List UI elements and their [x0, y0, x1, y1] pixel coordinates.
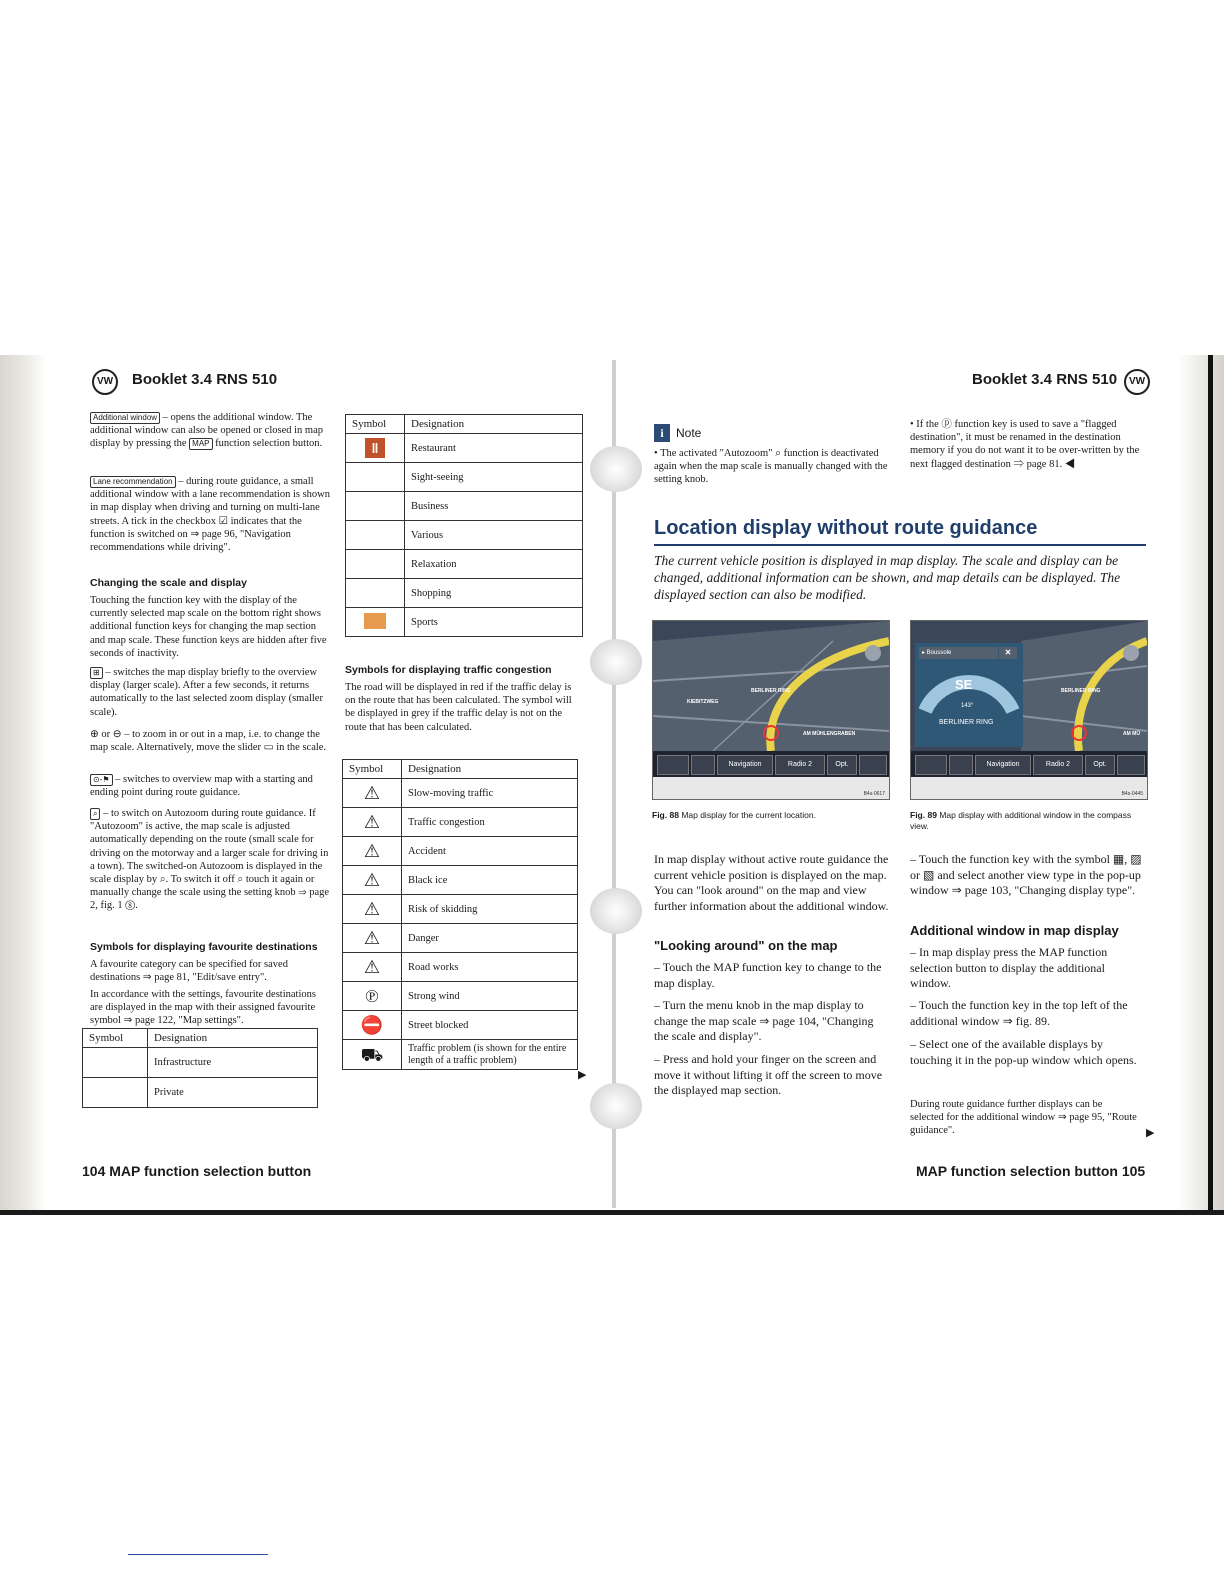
table-row	[343, 779, 578, 808]
step-look-1: – Touch the MAP function key to change to the map display.	[654, 960, 882, 990]
overview-key-icon: ⊞	[90, 667, 103, 679]
table-row	[83, 1078, 318, 1108]
table-favourites-small	[82, 1028, 318, 1108]
designation-cell: Restaurant	[405, 434, 583, 463]
paragraph-overview	[90, 773, 330, 799]
section-title: Location display without route guidance	[654, 517, 1038, 539]
designation-cell: Slow-moving traffic	[402, 779, 578, 808]
figure-88-map	[652, 620, 890, 800]
congestion-icon: ⚠	[343, 808, 402, 837]
designation-cell: Black ice	[402, 866, 578, 895]
menu-button[interactable]	[915, 755, 947, 775]
shopping-icon	[346, 579, 405, 608]
heading-looking-around: "Looking around" on the map	[654, 938, 838, 953]
header-designation: Designation	[148, 1029, 318, 1048]
compass-degrees: 143°	[961, 703, 974, 709]
infrastructure-icon	[83, 1048, 148, 1078]
table-row	[343, 924, 578, 953]
scale-button[interactable]	[1117, 755, 1145, 775]
heading-additional-window: Additional window in map display	[910, 923, 1119, 938]
step-touch: – Touch the function key with the symbol ▦, ▨ or ▧ and select another view type in the pop-up window ⇒ page 103, "Changing display type".	[910, 852, 1142, 897]
view-type-button[interactable]	[949, 755, 973, 775]
options-button[interactable]: Opt.	[1085, 755, 1115, 775]
designation-cell: Accident	[402, 837, 578, 866]
close-icon[interactable]: ✕	[999, 647, 1017, 659]
header-symbol: Symbol	[346, 415, 405, 434]
note-label: Note	[676, 426, 702, 440]
table-header-row	[346, 415, 583, 434]
map-key-icon: MAP	[189, 438, 212, 450]
scan-border-bottom	[0, 1210, 1224, 1215]
section-rule	[654, 544, 1146, 546]
view-type-button[interactable]	[691, 755, 715, 775]
heading-changing-scale: Changing the scale and display	[90, 577, 247, 589]
navigation-button[interactable]: Navigation	[975, 755, 1031, 775]
table-row	[346, 579, 583, 608]
page-footer-left: 104 MAP function selection button	[82, 1163, 312, 1179]
step-look-2: – Turn the menu knob in the map display to change the map scale ⇒ page 104, "Changing the scale and display".	[654, 998, 874, 1043]
caption-text: Map display with additional window in the compass view.	[910, 810, 1132, 831]
designation-cell: Shopping	[405, 579, 583, 608]
designation-cell: Strong wind	[402, 982, 578, 1011]
text: – to switch on Autozoom during route guidance. If "Autozoom" is active, the map scale is adjusted automatically depending on the route (small scale for driving on the motorway and a larger scale for driving in a town). The switched-on Autozoom is displayed in the scale display by ⌕. To switch it off ⌕ touch it again or manually change the scale using the setting knob ⇒ page 2, fig. 1 ⑧.	[90, 808, 330, 912]
table-favourites	[345, 414, 583, 637]
business-icon	[346, 492, 405, 521]
text: function selection button.	[215, 438, 323, 450]
map-label: BERLINER RING	[1061, 688, 1101, 694]
options-button[interactable]: Opt.	[827, 755, 857, 775]
step-look-3: – Press and hold your finger on the screen and move it without lifting it off the screen to move the displayed map section.	[654, 1052, 883, 1097]
map-label: KIEBITZWEG	[687, 699, 719, 705]
autozoom-key-icon: ⌕	[90, 808, 100, 820]
paragraph-map: In map display without active route guidance the current vehicle position is displayed on the map. You can "look around" on the map and view further information about the additional window.	[654, 852, 889, 913]
paragraph-fav1: A favourite category can be specified for saved destinations ⇒ page 81, "Edit/save entry".	[90, 959, 288, 984]
table-row	[343, 895, 578, 924]
table-row	[346, 608, 583, 637]
designation-cell: Various	[405, 521, 583, 550]
designation-cell: Street blocked	[402, 1011, 578, 1040]
popup-selector-button[interactable]: ▸ Boussole	[919, 647, 998, 659]
additional-window-key-icon: Additional window	[90, 412, 160, 424]
continue-arrow-icon: ▶	[578, 1069, 587, 1081]
page-edge-right	[1178, 355, 1224, 1215]
street-name: BERLINER RING	[939, 719, 994, 726]
figure-code: B4s-0617	[863, 791, 885, 797]
text: – opens the additional window. The additional window can also be opened or closed in map display by pressing the	[90, 412, 323, 450]
road-works-icon: ⚠	[343, 953, 402, 982]
table-header-row	[343, 760, 578, 779]
street-blocked-icon: ⛔	[343, 1011, 402, 1040]
paragraph-fav2: In accordance with the settings, favourite destinations are displayed in the map with their assigned favourite symbol ⇒ page 122, "Map settings".	[90, 989, 316, 1027]
navigation-button[interactable]: Navigation	[717, 755, 773, 775]
sight-seeing-icon	[346, 463, 405, 492]
page-footer-right: MAP function selection button 105	[916, 1163, 1146, 1179]
caption-text: Map display for the current location.	[681, 810, 816, 820]
header-designation: Designation	[402, 760, 578, 779]
paragraph-traffic: The road will be displayed in red if the traffic delay is on the route that has been calculated. The symbol will be displayed in grey if the traffic delay is not on the route that has been calculated.	[345, 682, 572, 733]
table-row	[343, 837, 578, 866]
table-row	[343, 982, 578, 1011]
paragraph-zoom: ⊕ or ⊖ – to zoom in or out in a map, i.e. to change the map scale. Alternatively, move the slider ▭ in the scale.	[90, 729, 327, 754]
designation-cell: Infrastructure	[148, 1048, 318, 1078]
heading-favourites: Symbols for displaying favourite destinations	[90, 941, 318, 953]
designation-cell: Traffic congestion	[402, 808, 578, 837]
slow-traffic-icon: ⚠	[343, 779, 402, 808]
header-symbol: Symbol	[343, 760, 402, 779]
note-text: • The activated "Autozoom" ⌕ function is deactivated again when the map scale is manually changed with the setting knob.	[654, 448, 888, 486]
table-row	[83, 1048, 318, 1078]
radio-button[interactable]: Radio 2	[1033, 755, 1083, 775]
paragraph-scale: Touching the function key with the display of the currently selected map scale on the bottom right shows additional function keys for changing the map section and map scale. These function keys are hidden after five seconds of inactivity.	[90, 595, 327, 659]
designation-cell: Risk of skidding	[402, 895, 578, 924]
designation-cell: Private	[148, 1078, 318, 1108]
info-icon: i	[654, 424, 670, 442]
scan-border-right	[1208, 355, 1213, 1215]
map-label: AM MÜ	[1123, 731, 1140, 737]
designation-cell: Danger	[402, 924, 578, 953]
risk-of-skidding-icon: ⚠	[343, 895, 402, 924]
header-symbol: Symbol	[83, 1029, 148, 1048]
traffic-problem-icon: ⛟	[343, 1040, 402, 1070]
compass-direction: SE	[955, 677, 973, 692]
header-designation: Designation	[405, 415, 583, 434]
caption-number: Fig. 88	[652, 810, 679, 820]
map-label: BERLINER RING	[751, 688, 791, 694]
table-row	[343, 808, 578, 837]
figure-89-caption	[910, 810, 1146, 832]
restaurant-icon: ‖	[346, 434, 405, 463]
table-row	[346, 550, 583, 579]
designation-cell: Road works	[402, 953, 578, 982]
designation-cell: Sight-seeing	[405, 463, 583, 492]
paragraph-switch	[90, 666, 330, 719]
table-header-row	[83, 1029, 318, 1048]
radio-button[interactable]: Radio 2	[775, 755, 825, 775]
designation-cell: Relaxation	[405, 550, 583, 579]
sports-icon	[346, 608, 405, 637]
section-intro: The current vehicle position is displayed in map display. The scale and display can be changed, additional information can be shown, and map details can be displayed. The displayed section can also be modified.	[654, 553, 1121, 602]
scale-button[interactable]	[859, 755, 887, 775]
table-traffic	[342, 759, 578, 1070]
strong-wind-icon: ℗	[343, 982, 402, 1011]
binding-ring	[590, 446, 642, 492]
text: – during route guidance, a small additional window with a lane recommendation is shown in map display when driving and turning on multi-lane streets. A tick in the checkbox ☑ indicates that the function is switched on ⇒ page 96, "Navigation recommendations while driving".	[90, 476, 330, 554]
heading-traffic: Symbols for displaying traffic congestion	[345, 664, 552, 676]
bottom-link-line	[128, 1554, 268, 1555]
page-header: Booklet 3.4 RNS 510	[132, 371, 278, 388]
paragraph-additional-window	[90, 411, 330, 451]
text: – switches to overview map with a starting and ending point during route guidance.	[90, 774, 313, 799]
table-row	[343, 866, 578, 895]
note-text-2: • If the ⓟ function key is used to save a "flagged destination", it must be renamed in the destination memory if you do not want it to be over-written by the next flagged destination ⇒ page 81. ◀	[910, 419, 1140, 470]
binding-ring	[590, 888, 642, 934]
text: – switches the map display briefly to the overview display (larger scale). After a few seconds, it returns automatically to the last selected zoom display (smaller scale).	[90, 667, 323, 718]
paragraph-route-guidance: During route guidance further displays can be selected for the additional window ⇒ page 95, "Route guidance".	[910, 1099, 1137, 1137]
designation-cell: Business	[405, 492, 583, 521]
table-row	[346, 521, 583, 550]
lane-recommendation-key-icon: Lane recommendation	[90, 476, 176, 488]
relaxation-icon	[346, 550, 405, 579]
various-icon	[346, 521, 405, 550]
step-add-2: – Touch the function key in the top left of the additional window ⇒ fig. 89.	[910, 998, 1128, 1028]
map-label: AM MÜHLENGRABEN	[803, 731, 856, 737]
menu-button[interactable]	[657, 755, 689, 775]
vw-logo-icon: VW	[1124, 369, 1150, 395]
page-edge-left	[0, 355, 46, 1215]
table-row	[343, 1040, 578, 1070]
caption-number: Fig. 89	[910, 810, 937, 820]
designation-cell: Traffic problem (is shown for the entire length of a traffic problem)	[402, 1040, 578, 1070]
accident-icon: ⚠	[343, 837, 402, 866]
overview-route-key-icon: ⊙-⚑	[90, 774, 113, 786]
step-add-3: – Select one of the available displays by touching it in the pop-up window which opens.	[910, 1037, 1137, 1067]
step-add-1: – In map display press the MAP function selection button to display the additional window.	[910, 945, 1108, 990]
vw-logo-icon: VW	[92, 369, 118, 395]
table-row	[346, 492, 583, 521]
continue-arrow-icon: ▶	[1146, 1127, 1155, 1139]
table-row	[346, 434, 583, 463]
table-row	[343, 953, 578, 982]
table-row	[343, 1011, 578, 1040]
black-ice-icon: ⚠	[343, 866, 402, 895]
figure-code: B4s-0445	[1121, 791, 1143, 797]
paragraph-autozoom	[90, 807, 330, 913]
page-header: Booklet 3.4 RNS 510	[972, 371, 1118, 388]
designation-cell: Sports	[405, 608, 583, 637]
danger-icon: ⚠	[343, 924, 402, 953]
private-icon	[83, 1078, 148, 1108]
binding-ring	[590, 1083, 642, 1129]
figure-88-caption	[652, 810, 888, 821]
paragraph-lane-recommendation	[90, 475, 330, 554]
binding-ring	[590, 639, 642, 685]
table-row	[346, 463, 583, 492]
figure-89-map	[910, 620, 1148, 800]
